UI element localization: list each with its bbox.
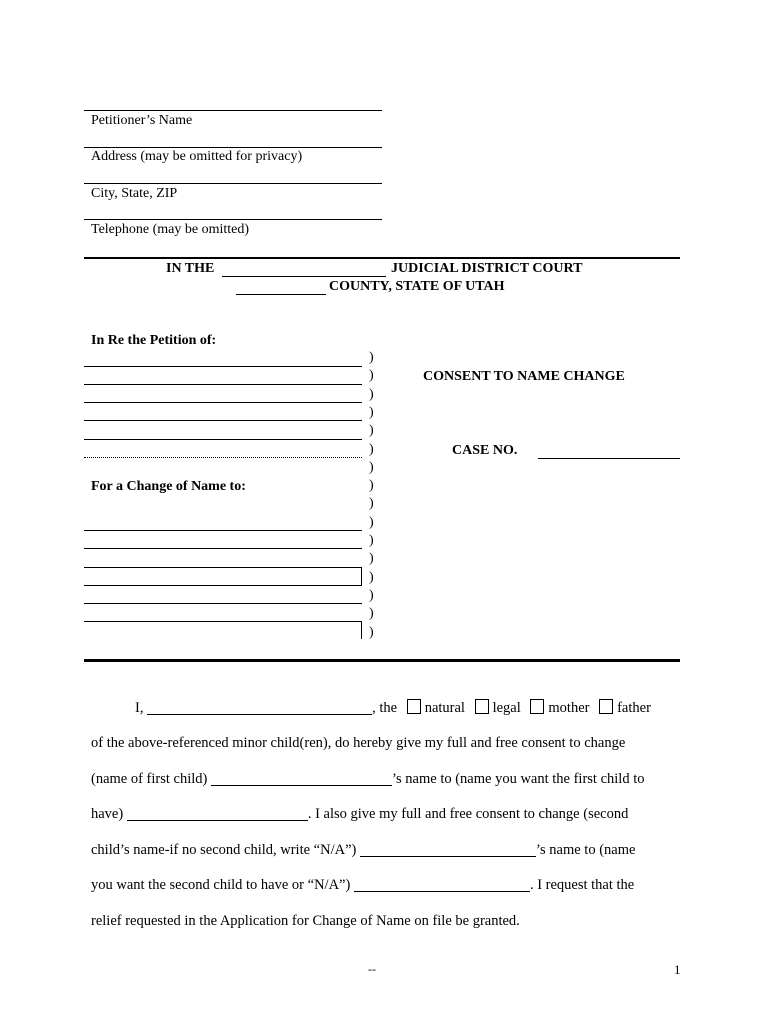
city-state-zip-label: City, State, ZIP — [91, 186, 178, 201]
paren-7: ) — [369, 460, 374, 475]
new-name-box-2[interactable] — [361, 622, 362, 639]
i-label: I, — [135, 700, 144, 716]
consent-line-4 — [91, 806, 628, 823]
new-name-line-4[interactable] — [84, 603, 362, 604]
second-child-suffix: ’s name to (name — [535, 842, 636, 858]
telephone-label: Telephone (may be omitted) — [91, 222, 250, 237]
telephone-line[interactable] — [84, 219, 382, 220]
district-number-field[interactable] — [222, 276, 386, 277]
legal-checkbox[interactable] — [475, 699, 489, 714]
paren-16: ) — [369, 625, 374, 640]
paren-10: ) — [369, 515, 374, 530]
paren-12: ) — [369, 551, 374, 566]
petitioner-line-5[interactable] — [84, 439, 362, 440]
second-child-want-label: you want the second child to have or “N/A”) — [91, 877, 351, 893]
city-state-zip-line[interactable] — [84, 183, 382, 184]
legal-label: legal — [492, 700, 521, 716]
paren-2: ) — [369, 368, 374, 383]
petitioner-name-label: Petitioner’s Name — [91, 113, 193, 128]
case-no-field[interactable] — [538, 458, 680, 459]
petitioner-line-2[interactable] — [84, 384, 362, 385]
consent-line-7: relief requested in the Application for Change of Name on file be granted. — [91, 913, 520, 929]
petitioner-line-1[interactable] — [84, 366, 362, 367]
first-child-name-field[interactable] — [211, 771, 392, 786]
consenter-name-field[interactable] — [147, 700, 372, 715]
paren-6: ) — [369, 442, 374, 457]
paren-1: ) — [369, 350, 374, 365]
consent-line-1 — [135, 699, 651, 717]
first-child-suffix: ’s name to (name you want the first child to — [392, 771, 645, 787]
petitioner-line-4[interactable] — [84, 420, 362, 421]
new-name-box-1[interactable] — [84, 568, 362, 586]
petitioner-line-6[interactable] — [84, 457, 362, 458]
new-name-line-1[interactable] — [84, 530, 362, 531]
address-label: Address (may be omitted for privacy) — [91, 149, 303, 164]
judicial-district-court-label: JUDICIAL DISTRICT COURT — [391, 261, 583, 276]
consent-line-2: of the above-referenced minor child(ren), do hereby give my full and free consent to change — [91, 735, 626, 751]
new-name-line-2[interactable] — [84, 548, 362, 549]
father-label: father — [617, 700, 651, 716]
consent-line-6 — [91, 877, 634, 894]
top-divider — [84, 257, 680, 259]
paren-14: ) — [369, 588, 374, 603]
first-child-label: (name of first child) — [91, 771, 208, 787]
mother-label: mother — [548, 700, 590, 716]
father-checkbox[interactable] — [599, 699, 613, 714]
second-consent-text: . I also give my full and free consent to change (second — [307, 806, 629, 822]
in-re-label: In Re the Petition of: — [91, 333, 217, 348]
petitioner-name-line[interactable] — [84, 110, 382, 111]
paren-3: ) — [369, 387, 374, 402]
request-text: . I request that the — [529, 877, 635, 893]
mother-checkbox[interactable] — [530, 699, 544, 714]
paren-9: ) — [369, 496, 374, 511]
case-no-label: CASE NO. — [452, 443, 518, 458]
first-child-new-name-field[interactable] — [127, 806, 308, 821]
natural-checkbox[interactable] — [407, 699, 421, 714]
new-name-line-5[interactable] — [84, 621, 362, 622]
paren-15: ) — [369, 606, 374, 621]
petitioner-line-3[interactable] — [84, 402, 362, 403]
page-number: 1 — [674, 962, 681, 977]
paren-4: ) — [369, 405, 374, 420]
county-state-label: COUNTY, STATE OF UTAH — [329, 279, 505, 294]
document-title: CONSENT TO NAME CHANGE — [423, 369, 625, 384]
address-line[interactable] — [84, 147, 382, 148]
paren-5: ) — [369, 423, 374, 438]
consent-line-5 — [91, 842, 635, 859]
second-child-new-name-field[interactable] — [354, 877, 530, 892]
the-label: , the — [372, 700, 398, 716]
caption-divider — [84, 659, 680, 662]
county-name-field[interactable] — [236, 294, 326, 295]
paren-11: ) — [369, 533, 374, 548]
consent-line-3 — [91, 771, 644, 788]
for-change-label: For a Change of Name to: — [91, 479, 246, 494]
footer-dashes: -- — [368, 962, 376, 976]
have-label: have) — [91, 806, 124, 822]
in-the-label: IN THE — [166, 261, 215, 276]
second-child-label: child’s name-if no second child, write “N/A”) — [91, 842, 357, 858]
paren-8: ) — [369, 478, 374, 493]
second-child-name-field[interactable] — [360, 842, 536, 857]
natural-label: natural — [424, 700, 465, 716]
paren-13: ) — [369, 570, 374, 585]
